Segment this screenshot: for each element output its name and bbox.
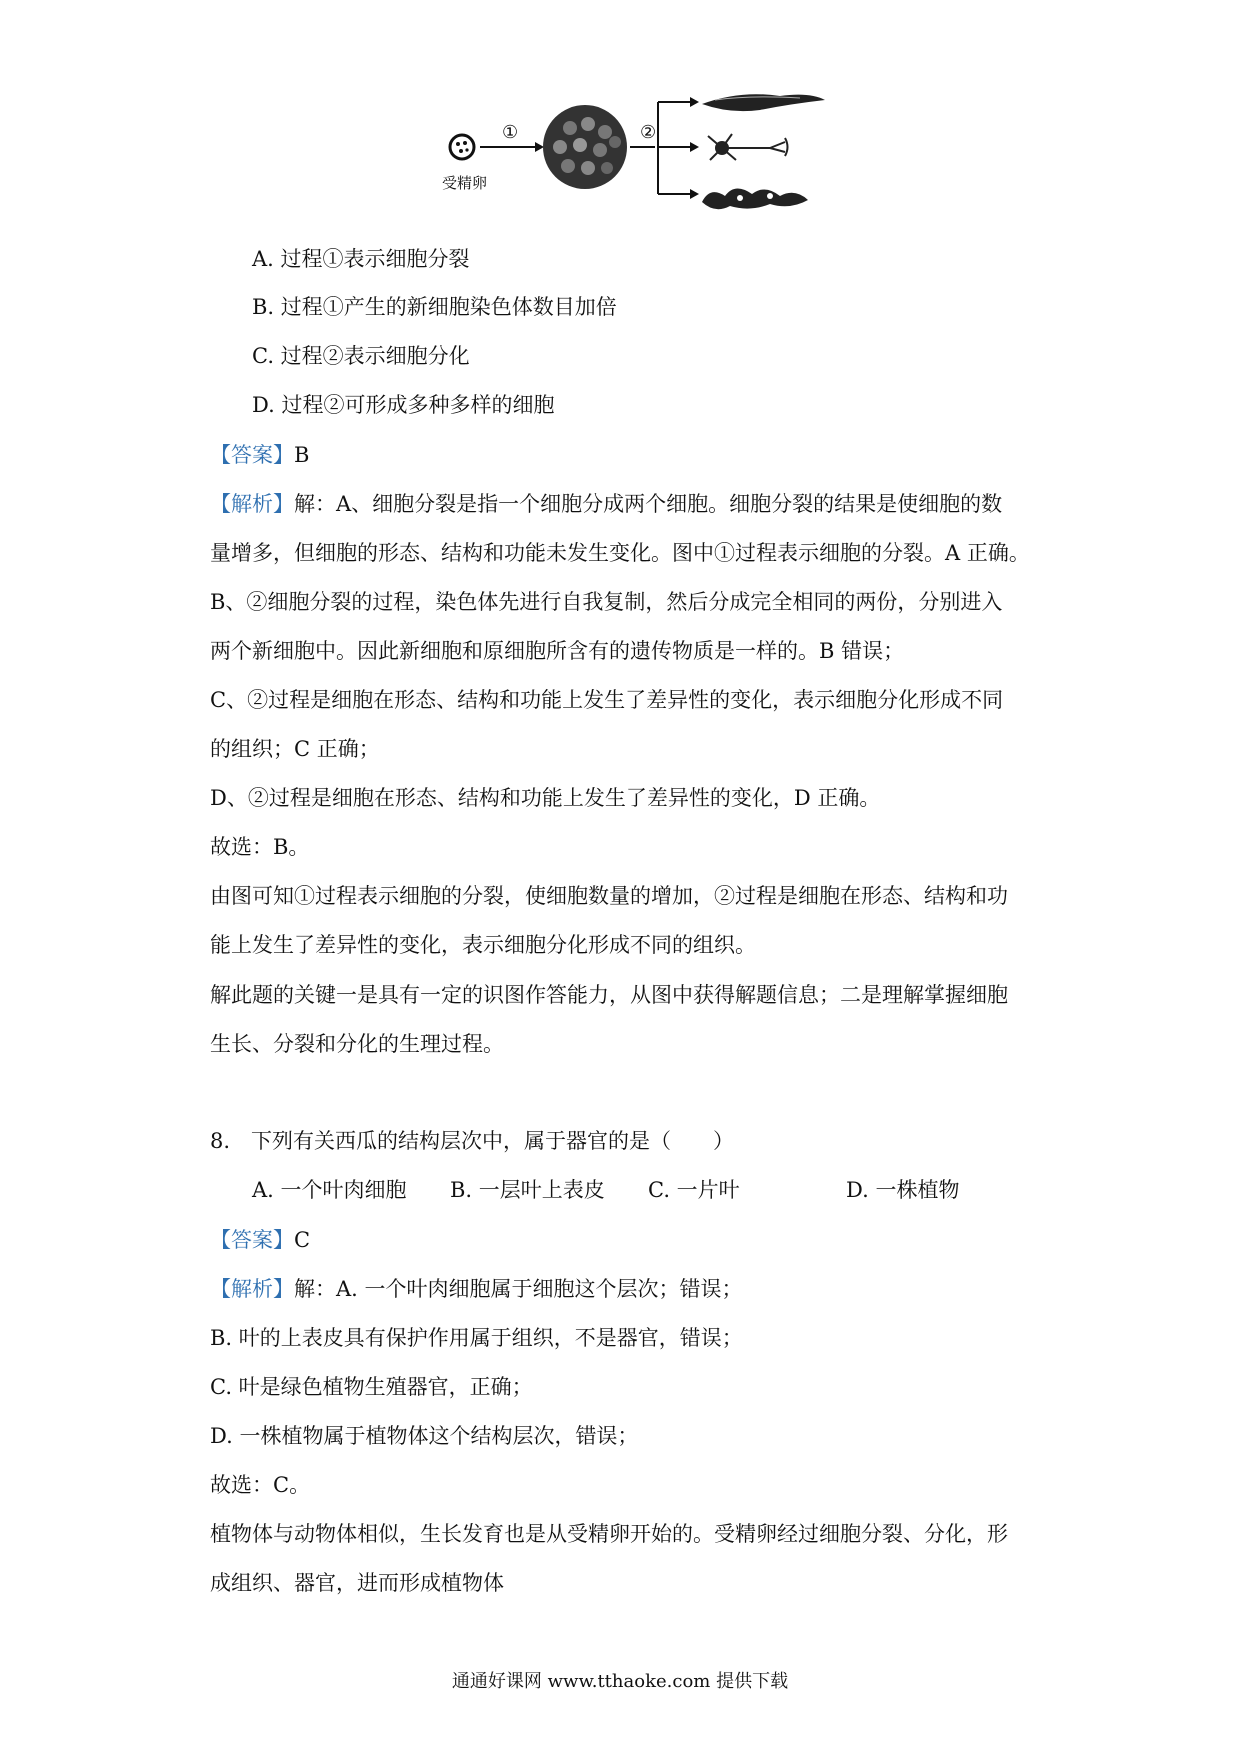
step-2-label: ② bbox=[640, 122, 657, 143]
q8-analysis-line-3: C. 叶是绿色植物生殖器官，正确； bbox=[210, 1375, 533, 1399]
page-footer: 通通好课网 www.tthaoke.com 提供下载 bbox=[451, 1671, 789, 1692]
q8-analysis-line-5: 故选：C。 bbox=[210, 1473, 311, 1497]
answer-value: C bbox=[294, 1228, 311, 1252]
q7-option-a: A. 过程①表示细胞分裂 bbox=[252, 247, 470, 271]
q8-option-a: A. 一个叶肉细胞 bbox=[252, 1178, 407, 1202]
q8-analysis-line-7: 成组织、器官，进而形成植物体 bbox=[210, 1571, 504, 1595]
q7-analysis-line-9: 由图可知①过程表示细胞的分裂，使细胞数量的增加，②过程是细胞在形态、结构和功 bbox=[210, 884, 1008, 908]
q7-analysis-line-5: C、②过程是细胞在形态、结构和功能上发生了差异性的变化，表示细胞分化形成不同 bbox=[210, 688, 1004, 712]
answer-tag: 【答案】 bbox=[210, 443, 294, 467]
q7-analysis-line-4: 两个新细胞中。因此新细胞和原细胞所含有的遗传物质是一样的。B 错误； bbox=[210, 639, 905, 663]
nerve-cell-icon bbox=[708, 134, 788, 160]
fertilized-egg-icon bbox=[450, 135, 474, 159]
q7-analysis-line-12: 生长、分裂和分化的生理过程。 bbox=[210, 1032, 504, 1056]
analysis-text: 解：A. 一个叶肉细胞属于细胞这个层次；错误； bbox=[294, 1277, 743, 1301]
answer-value: B bbox=[294, 443, 310, 467]
step-1-label: ① bbox=[502, 122, 519, 143]
q7-option-b: B. 过程①产生的新细胞染色体数目加倍 bbox=[252, 295, 617, 319]
cell-division-figure bbox=[440, 90, 830, 230]
q7-analysis-line-1 bbox=[210, 489, 1002, 519]
q7-analysis-line-7: D、②过程是细胞在形态、结构和功能上发生了差异性的变化，D 正确。 bbox=[210, 786, 881, 810]
q8-option-b: B. 一层叶上表皮 bbox=[450, 1178, 605, 1202]
q8-analysis-line-4: D. 一株植物属于植物体这个结构层次，错误； bbox=[210, 1424, 639, 1448]
q7-analysis-line-8: 故选：B。 bbox=[210, 835, 310, 859]
cell-cluster-icon bbox=[543, 105, 627, 189]
q7-analysis-line-10: 能上发生了差异性的变化，表示细胞分化形成不同的组织。 bbox=[210, 933, 756, 957]
analysis-tag: 【解析】 bbox=[210, 492, 294, 516]
q8-analysis-line-2: B. 叶的上表皮具有保护作用属于组织，不是器官，错误； bbox=[210, 1326, 743, 1350]
q8-analysis-line-1 bbox=[210, 1274, 743, 1304]
q7-analysis-line-6: 的组织；C 正确； bbox=[210, 737, 380, 761]
connective-tissue-icon bbox=[702, 188, 808, 209]
analysis-tag: 【解析】 bbox=[210, 1277, 294, 1301]
q8-question: 8. 下列有关西瓜的结构层次中，属于器官的是（ ） bbox=[210, 1129, 735, 1153]
q8-option-c: C. 一片叶 bbox=[648, 1178, 740, 1202]
q7-analysis-line-11: 解此题的关键一是具有一定的识图作答能力，从图中获得解题信息；二是理解掌握细胞 bbox=[210, 983, 1008, 1007]
analysis-text: 解：A、细胞分裂是指一个细胞分成两个细胞。细胞分裂的结果是使细胞的数 bbox=[294, 492, 1003, 516]
q7-option-c: C. 过程②表示细胞分化 bbox=[252, 344, 470, 368]
answer-tag: 【答案】 bbox=[210, 1228, 294, 1252]
q7-answer bbox=[210, 440, 309, 470]
q7-option-d: D. 过程②可形成多种多样的细胞 bbox=[252, 393, 555, 417]
q8-option-d: D. 一株植物 bbox=[846, 1178, 960, 1202]
q8-answer bbox=[210, 1225, 310, 1255]
muscle-tissue-icon bbox=[702, 94, 825, 111]
q8-options bbox=[252, 1175, 1012, 1205]
egg-label: 受精卵 bbox=[442, 174, 488, 192]
q8-analysis-line-6: 植物体与动物体相似，生长发育也是从受精卵开始的。受精卵经过细胞分裂、分化，形 bbox=[210, 1522, 1008, 1546]
q7-analysis-line-3: B、②细胞分裂的过程，染色体先进行自我复制，然后分成完全相同的两份，分别进入 bbox=[210, 590, 1003, 614]
q7-analysis-line-2: 量增多，但细胞的形态、结构和功能未发生变化。图中①过程表示细胞的分裂。A 正确。 bbox=[210, 541, 1030, 565]
